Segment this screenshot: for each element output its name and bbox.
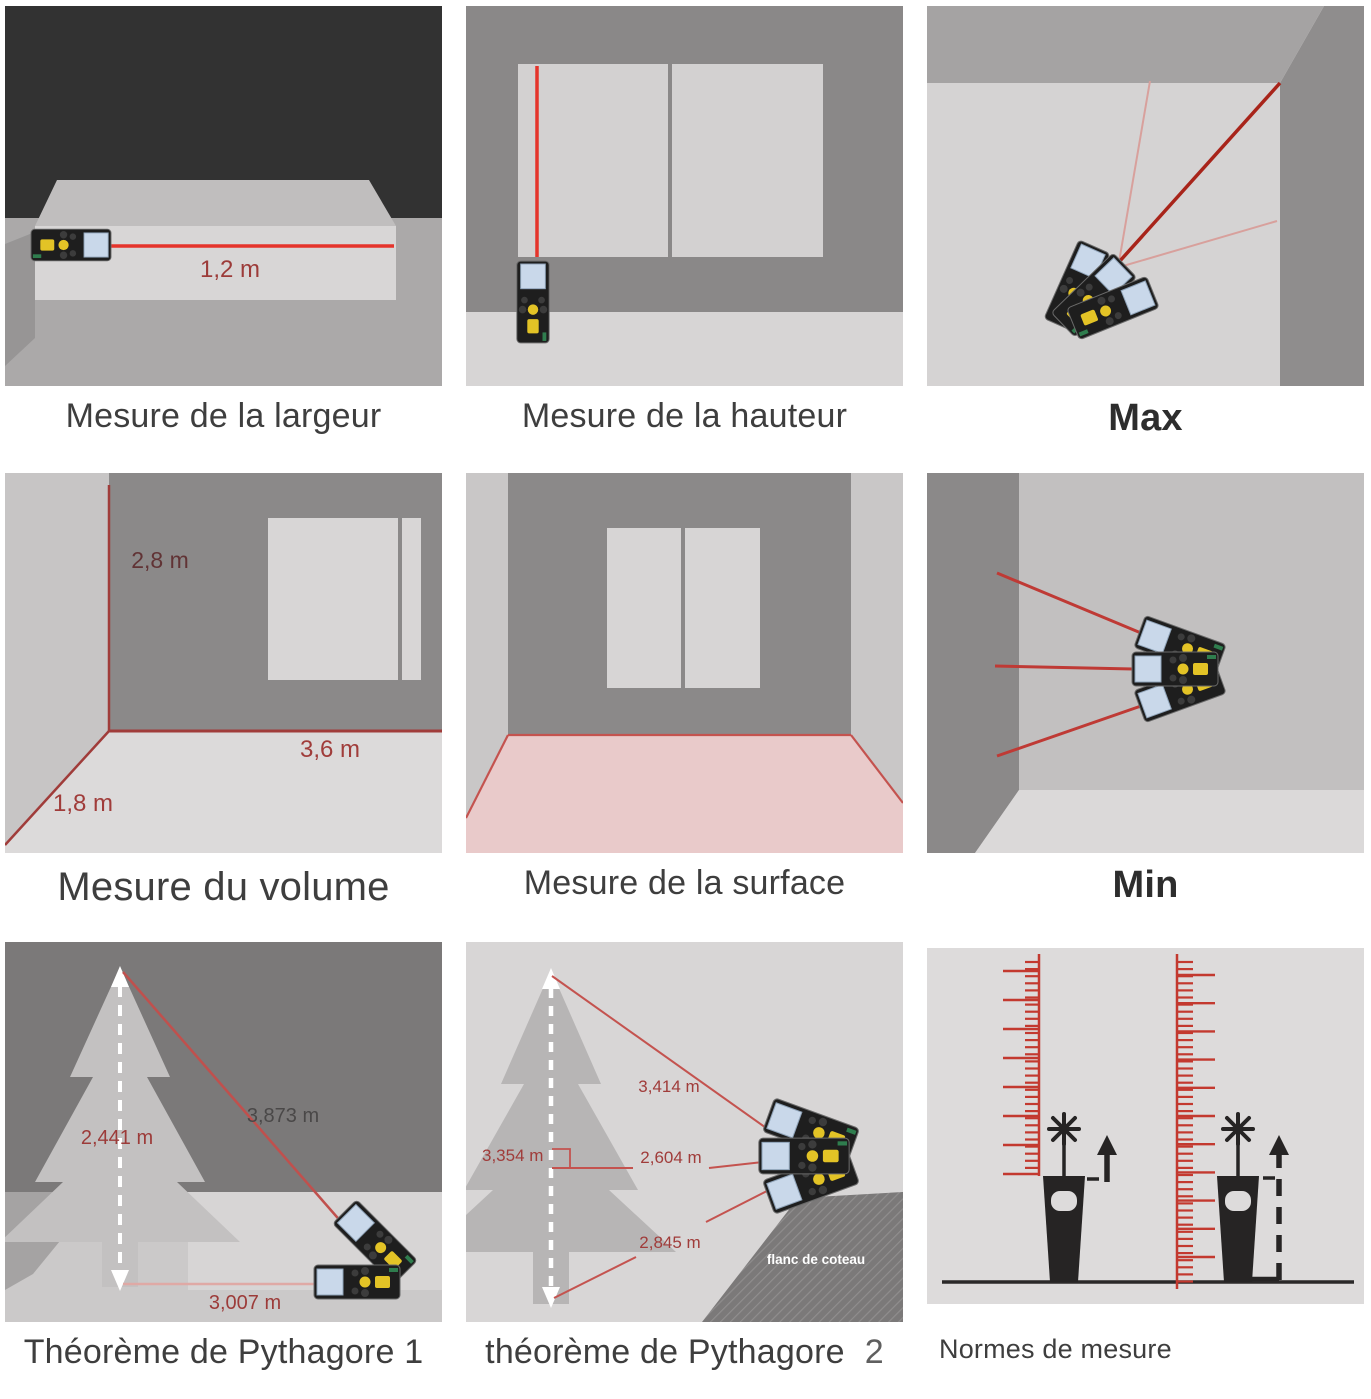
laser-device-icon <box>31 229 111 261</box>
caption-pythagoras-1: Théorème de Pythagore 1 <box>23 1332 424 1371</box>
caption-min: Min <box>1112 863 1179 906</box>
side-wall <box>927 473 1019 853</box>
illustration-pythagoras-2 <box>466 942 903 1322</box>
panel-min-measure <box>927 473 1364 908</box>
hypotenuse-label: 3,873 m <box>246 1104 320 1127</box>
laser-device-icon <box>517 261 549 343</box>
panel-pythagoras-1 <box>5 942 442 1371</box>
laser-device-icon <box>314 1265 400 1299</box>
window-left <box>607 528 681 688</box>
window <box>268 518 398 680</box>
highlighted-floor <box>466 735 903 853</box>
main-wall <box>927 83 1280 386</box>
laser-device-icon <box>1132 652 1218 686</box>
room-height-label: 2,8 m <box>131 546 189 573</box>
tree-height-label: 3,354 m <box>482 1145 544 1165</box>
asterisk-icon <box>1049 1114 1079 1144</box>
illustration-min <box>927 473 1364 853</box>
laser-device-icon <box>759 1138 849 1174</box>
illustration-standards <box>927 942 1364 1322</box>
caption-number: 2 <box>864 1332 884 1371</box>
caption-pythagoras-2 <box>466 1332 903 1371</box>
caption-max: Max <box>1108 397 1183 439</box>
side-wall <box>1280 6 1364 386</box>
width-value-label: 1,2 m <box>199 256 261 283</box>
slab-top-face <box>35 180 396 226</box>
illustration-max <box>927 6 1364 386</box>
illustration-surface <box>466 473 903 853</box>
ceiling <box>927 6 1324 83</box>
caption-volume: Mesure du volume <box>57 864 390 909</box>
illustration-height-measure <box>466 6 903 386</box>
post-left-hole <box>1051 1191 1077 1211</box>
illustration-volume <box>5 473 442 853</box>
window-right <box>685 528 760 688</box>
panel-height-measure <box>466 6 903 439</box>
asterisk-icon <box>1223 1114 1253 1144</box>
upper-distance-label: 3,414 m <box>638 1076 700 1096</box>
caption-width-measure: Mesure de la largeur <box>65 397 382 435</box>
window-sliver <box>402 518 421 680</box>
panel-surface-measure <box>466 473 903 908</box>
illustration-pythagoras-1 <box>5 942 442 1322</box>
door-panel-right <box>672 64 823 257</box>
background <box>927 948 1364 1304</box>
panel-volume-measure <box>5 473 442 908</box>
tree-height-label: 2,441 m <box>80 1126 154 1149</box>
panel-max-measure <box>927 6 1364 439</box>
room-length-label: 3,6 m <box>299 735 361 763</box>
caption-surface: Mesure de la surface <box>523 863 846 902</box>
panel-pythagoras-2 <box>466 942 903 1371</box>
caption-text: théorème de Pythagore <box>485 1332 845 1371</box>
caption-height-measure: Mesure de la hauteur <box>521 397 848 435</box>
panel-width-measure <box>5 6 442 439</box>
room-depth-label: 1,8 m <box>52 789 114 817</box>
panel-measure-standards <box>927 942 1364 1371</box>
illustration-width-measure <box>5 6 442 386</box>
caption-standards: Normes de mesure <box>939 1333 1172 1364</box>
middle-distance-label: 2,604 m <box>640 1147 702 1167</box>
lower-distance-label: 2,845 m <box>639 1232 701 1252</box>
base-label: 3,007 m <box>208 1291 282 1314</box>
post-right-hole <box>1225 1191 1251 1211</box>
floor <box>975 790 1364 853</box>
hillside-label: flanc de coteau <box>766 1251 866 1267</box>
door-panel-left <box>518 64 668 257</box>
